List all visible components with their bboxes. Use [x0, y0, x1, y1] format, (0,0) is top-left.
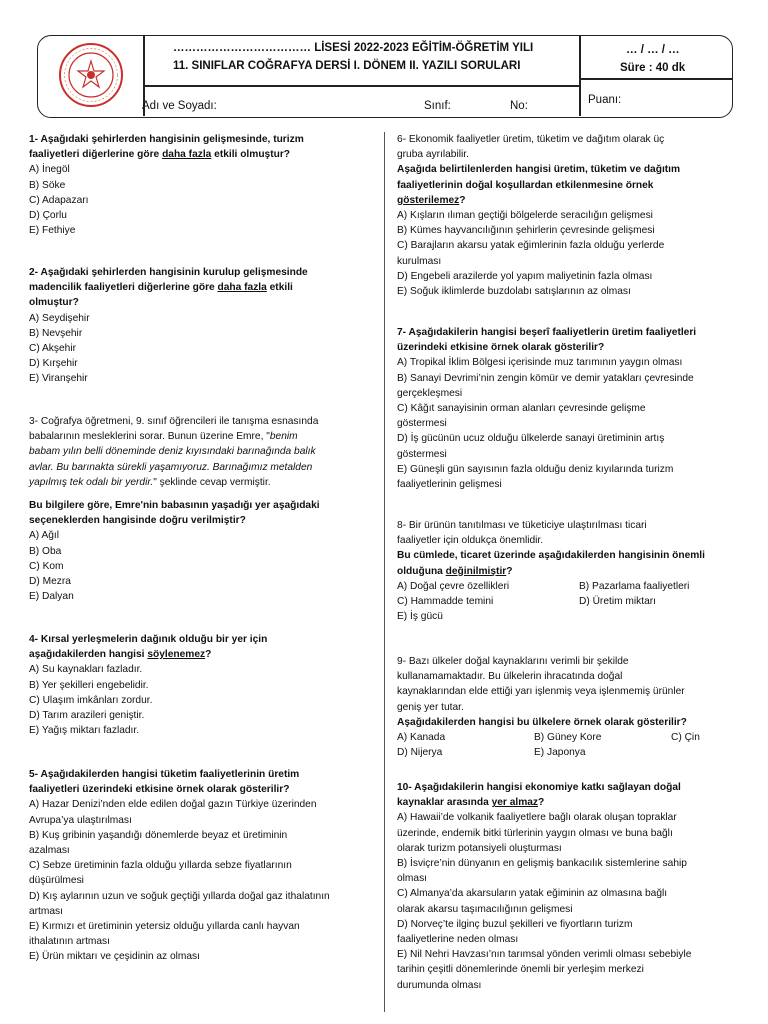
question-stem: faaliyetlerinin doğal koşullardan etkilenmesine örnek: [397, 179, 654, 191]
answer-option: B) Pazarlama faaliyetleri: [579, 580, 690, 592]
question-stem: olmuştur?: [29, 297, 79, 309]
answer-option: A) Tropikal İklim Bölgesi içerisinde muz tarımının yaygın olması: [397, 357, 683, 369]
number-field-label: No:: [510, 100, 528, 112]
answer-option: göstermesi: [397, 418, 447, 430]
name-field-label: Adı ve Soyadı:: [142, 100, 217, 112]
answer-option: gerçekleşmesi: [397, 387, 463, 399]
answer-option: B) Söke: [29, 179, 66, 191]
answer-option: A) Kanada: [397, 732, 446, 744]
question-8: [397, 518, 749, 624]
answer-option: kurulması: [397, 255, 442, 267]
question-stem: madencilik faaliyetleri diğerlerine göre daha fazla etkili: [29, 282, 293, 294]
answer-option: ithalatının artması: [29, 936, 110, 948]
question-text: avlar. Bu barınakta sürekli yaşamıyoruz. Barınağımız metalden: [29, 461, 313, 473]
exam-header: [37, 35, 733, 118]
ministry-seal-logo: [58, 42, 124, 108]
school-year-title: ……………………………… LİSESİ 2022-2023 EĞİTİM-ÖĞRETİM YILI: [173, 42, 534, 54]
question-stem: Bu cümlede, ticaret üzerinde aşağıdakilerden hangisinin önemli: [397, 550, 705, 562]
answer-option: C) Barajların akarsu yatak eğimlerinin fazla olduğu yerlerde: [397, 240, 665, 252]
header-divider-right: [579, 36, 581, 116]
answer-option: A) Su kaynakları fazladır.: [29, 664, 143, 676]
answer-option: artması: [29, 905, 63, 917]
answer-option: A) Ağıl: [29, 530, 60, 542]
answer-option: A) Hazar Denizi’nden elde edilen doğal gazın Türkiye üzerinden: [29, 799, 317, 811]
answer-option: C) Almanya’da akarsuların yatak eğiminin az olmasına bağlı: [397, 888, 668, 900]
question-stem: Aşağıda belirtilenlerden hangisi üretim, tüketim ve dağıtım: [397, 164, 681, 176]
answer-option: A) Hawaii’de volkanik faaliyetlere bağlı olarak oluşan topraklar: [397, 812, 677, 824]
question-5: [29, 767, 330, 965]
question-stem: gösterilemez?: [397, 194, 466, 206]
answer-option: C) Kâğıt sanayisinin orman alanları çevresinde gelişme: [397, 403, 646, 415]
answer-option: faaliyetlerinin gelişmesi: [397, 479, 502, 491]
answer-option: E) Viranşehir: [29, 373, 88, 385]
answer-option: D) Kırşehir: [29, 358, 78, 370]
exam-duration: Süre : 40 dk: [620, 62, 686, 74]
question-text: geniş yer tutar.: [397, 701, 464, 713]
question-stem: 1- Aşağıdaki şehirlerden hangisinin gelişmesinde, turizm: [29, 134, 304, 145]
header-date-line: [579, 78, 732, 80]
answer-option: B) Güney Kore: [534, 732, 602, 744]
answer-option: E) Ürün miktarı ve çeşidinin az olması: [29, 951, 200, 963]
question-10: [397, 780, 691, 993]
answer-option: A) Kışların ılıman geçtiği bölgelerde seracılığın gelişmesi: [397, 210, 653, 222]
answer-option: C) Akşehir: [29, 343, 76, 355]
question-6: [397, 132, 680, 299]
question-text: 3- Coğrafya öğretmeni, 9. sınıf öğrencileri ile tanışma esnasında: [29, 416, 319, 427]
answer-option: olarak akarsu taşımacılığının gelişmesi: [397, 903, 573, 915]
answer-options-grid: [397, 579, 749, 609]
answer-option: C) Hammadde temini: [397, 596, 494, 608]
answer-option: B) İsviçre’nin dünyanın en gelişmiş bankacılık sistemlerine sahip: [397, 858, 687, 870]
question-stem: kaynaklar arasında yer almaz?: [397, 797, 545, 809]
answer-option: E) Nil Nehri Havzası’nın tarımsal yönden verimli olması sebebiyle: [397, 949, 692, 961]
question-2: [29, 265, 308, 387]
question-text: 8- Bir ürünün tanıtılması ve tüketiciye ulaştırılması ticari: [397, 520, 647, 531]
answer-option: D) İş gücünün ucuz olduğu ülkelerde sanayi üretiminin artış: [397, 433, 665, 445]
answer-option: C) Kom: [29, 560, 64, 572]
question-stem: 4- Kırsal yerleşmelerin dağınık olduğu bir yer için: [29, 634, 268, 645]
answer-option: C) Sebze üretiminin fazla olduğu yıllarda sebze fiyatlarının: [29, 860, 292, 872]
answer-option: olması: [397, 873, 428, 885]
answer-option: göstermesi: [397, 448, 447, 460]
answer-option: düşürülmesi: [29, 875, 84, 887]
answer-option: E) Fethiye: [29, 225, 76, 237]
exam-date: … / … / …: [626, 44, 680, 56]
answer-option: olarak turizm potansiyeli oluşturması: [397, 842, 562, 854]
answer-option: D) Kış aylarının uzun ve soğuk geçtiği yıllarda doğal gaz ithalatının: [29, 890, 330, 902]
question-4: [29, 632, 267, 738]
question-3: [29, 414, 320, 604]
answer-option: E) Yağış miktarı fazladır.: [29, 725, 140, 737]
answer-option: D) Nijerya: [397, 747, 443, 759]
question-text: yapılmış tek odalı bir yerdir." şeklinde cevap vermiştir.: [29, 476, 271, 488]
question-text: 6- Ekonomik faaliyetler üretim, tüketim ve dağıtım olarak üç: [397, 134, 665, 145]
question-text: faaliyetler için oldukça önemlidir.: [397, 535, 544, 547]
question-text: kullanamamaktadır. Bu ülkelerin ihracatında doğal: [397, 671, 623, 683]
answer-option: D) Mezra: [29, 576, 71, 588]
answer-option: B) Kuş gribinin yaşandığı dönemlerde beyaz et üretiminin: [29, 829, 288, 841]
question-stem: Bu bilgilere göre, Emre'nin babasının yaşadığı yer aşağıdaki: [29, 500, 320, 512]
answer-option: durumunda olması: [397, 979, 482, 991]
question-stem: üzerindeki etkisine örnek olarak gösterilir?: [397, 342, 605, 354]
answer-option: C) Ulaşım imkânları zordur.: [29, 694, 153, 706]
answer-option: C) Adapazarı: [29, 194, 89, 206]
answer-option: D) Tarım arazileri geniştir.: [29, 710, 145, 722]
answer-option: tarihin çeşitli dönemlerinde önemli bir yerleşim merkezi: [397, 964, 644, 976]
header-row-line: [143, 85, 579, 87]
question-stem: aşağıdakilerden hangisi söylenemez?: [29, 649, 212, 661]
question-text: kaynaklarından elde ettiği yarı işlenmiş veya işlenmemiş ürünler: [397, 686, 685, 698]
question-text: gruba ayrılabilir.: [397, 149, 469, 161]
answer-option: E) İş gücü: [397, 611, 443, 623]
exam-title: 11. SINIFLAR COĞRAFYA DERSİ I. DÖNEM II. YAZILI SORULARI: [173, 60, 521, 72]
answer-option: E) Güneşli gün sayısının fazla olduğu deniz kıyılarında turizm: [397, 463, 674, 475]
question-9: [397, 654, 751, 760]
question-stem: 2- Aşağıdaki şehirlerden hangisinin kurulup gelişmesinde: [29, 267, 308, 278]
question-stem: 7- Aşağıdakilerin hangisi beşerî faaliyetlerin üretim faaliyetleri: [397, 327, 697, 338]
question-text: babalarının mesleklerini sorar. Bunun üzerine Emre, "benim: [29, 431, 298, 443]
question-stem: faaliyetleri üzerindeki etkisine örnek olarak gösterilir?: [29, 784, 290, 796]
answer-option: C) Çin: [671, 732, 700, 744]
question-1: [29, 132, 304, 238]
answer-option: B) Oba: [29, 545, 62, 557]
question-stem: 5- Aşağıdakilerden hangisi tüketim faaliyetlerinin üretim: [29, 769, 300, 780]
answer-option: E) Japonya: [534, 747, 586, 759]
answer-option: A) Doğal çevre özellikleri: [397, 580, 510, 592]
answer-option: azalması: [29, 845, 70, 857]
question-stem: olduğuna değinilmiştir?: [397, 565, 513, 577]
answer-option: D) Norveç’te ilginç buzul şekilleri ve fiyortların turizm: [397, 918, 633, 930]
answer-option: B) Yer şekilleri engebelidir.: [29, 679, 149, 691]
answer-option: A) Seydişehir: [29, 312, 90, 324]
answer-option: D) Üretim miktarı: [579, 596, 656, 608]
answer-option: faaliyetlerine neden olması: [397, 934, 519, 946]
answer-option: üzerinde, endemik bitki türlerinin yaygın olması ve buna bağlı: [397, 827, 673, 839]
question-stem: 10- Aşağıdakilerin hangisi ekonomiye katkı sağlayan doğal: [397, 782, 681, 793]
question-stem: Aşağıdakilerden hangisi bu ülkelere örnek olarak gösterilir?: [397, 716, 687, 728]
question-text: babam yılın belli döneminde deniz kıyısındaki barınağında balık: [29, 446, 316, 458]
question-7: [397, 325, 696, 492]
answer-option: Avrupa’ya ulaştırılması: [29, 814, 132, 826]
answer-option: B) Kümes hayvancılığının şehirlerin çevresinde gelişmesi: [397, 225, 655, 237]
answer-option: D) Çorlu: [29, 210, 67, 222]
question-stem: faaliyetleri diğerlerine göre daha fazla etkili olmuştur?: [29, 149, 291, 161]
answer-option: E) Soğuk iklimlerde buzdolabı satışlarının az olması: [397, 286, 631, 298]
class-field-label: Sınıf:: [424, 100, 451, 112]
score-field-label: Puanı:: [588, 94, 622, 106]
answer-option: B) Nevşehir: [29, 327, 83, 339]
question-text: 9- Bazı ülkeler doğal kaynaklarını verimli bir şekilde: [397, 656, 629, 667]
answer-option: D) Engebeli arazilerde yol yapım maliyetinin fazla olması: [397, 270, 653, 282]
column-divider: [384, 132, 385, 1012]
answer-option: E) Kırmızı et üretiminin yetersiz olduğu yıllarda canlı hayvan: [29, 921, 300, 933]
answer-option: A) İnegöl: [29, 164, 70, 176]
answer-option: E) Dalyan: [29, 591, 74, 603]
question-stem: seçeneklerden hangisinde doğru verilmiştir?: [29, 515, 246, 527]
answer-options-grid: [397, 730, 751, 760]
answer-option: B) Sanayi Devrimi’nin zengin kömür ve demir yatakları çevresinde: [397, 372, 694, 384]
